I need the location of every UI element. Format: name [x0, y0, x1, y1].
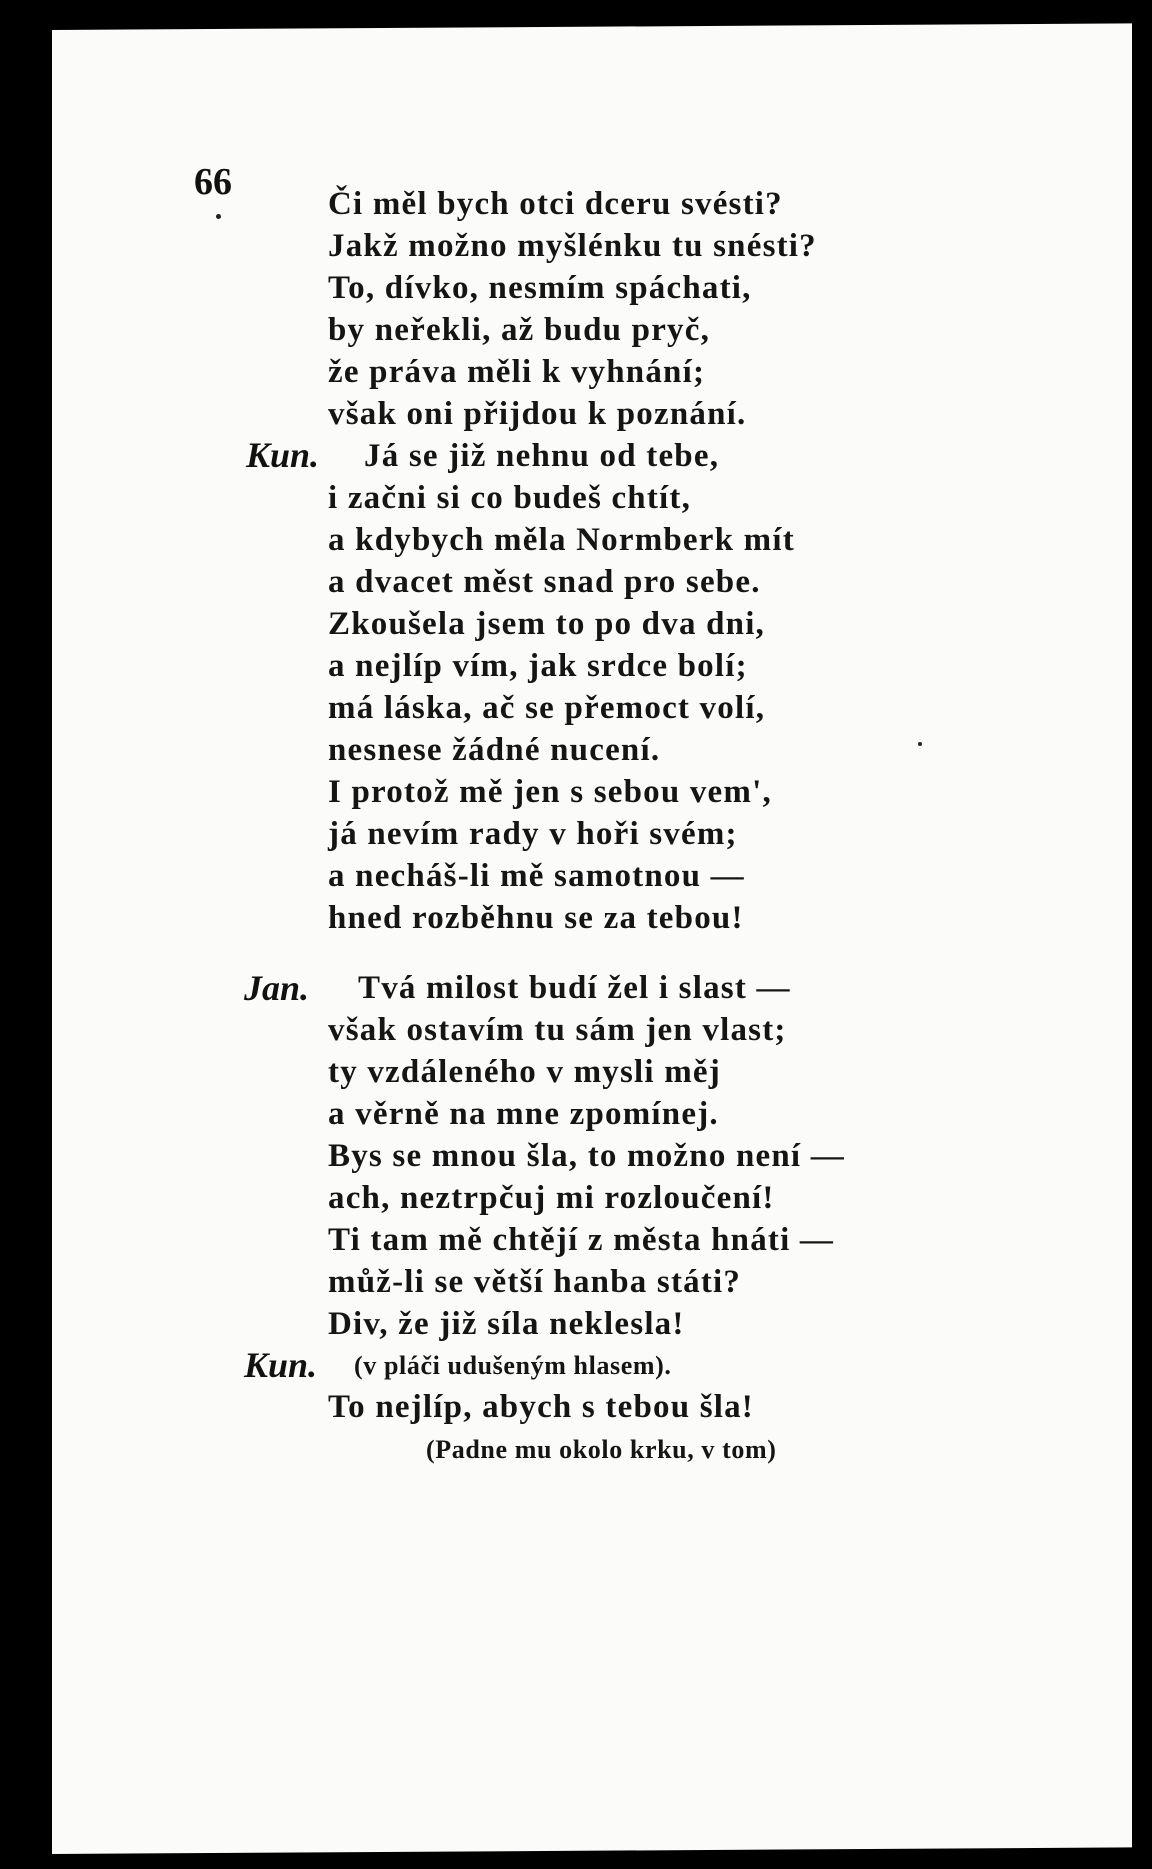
verse-line: hned rozběhnu se za tebou!	[328, 900, 744, 936]
verse-line: a necháš-li mě samotnou —	[328, 858, 745, 894]
speaker-name: Jan.	[244, 968, 310, 1008]
verse-line: I protož mě jen s sebou vem',	[328, 774, 772, 810]
verse-line: však oni přijdou k poznání.	[328, 396, 747, 432]
stage-direction: (v pláči udušeným hlasem).	[354, 1351, 672, 1380]
verse-line: Ti tam mě chtějí z města hnáti —	[328, 1222, 835, 1258]
verse-line: já nevím rady v hoři svém;	[328, 816, 738, 852]
verse-line: Tvá milost budí žel i slast —	[358, 970, 791, 1006]
verse-line: Div, že již síla neklesla!	[328, 1306, 685, 1342]
verse-line: má láska, ač se přemoct volí,	[328, 690, 766, 726]
verse-line: Či měl bych otci dceru svésti?	[328, 186, 783, 222]
verse-line: by neřekli, až budu pryč,	[328, 312, 711, 348]
verse-line: a věrně na mne zpomínej.	[328, 1096, 719, 1132]
verse-line: Jakž možno myšlénku tu snésti?	[328, 228, 817, 264]
verse-line: však ostavím tu sám jen vlast;	[328, 1012, 787, 1048]
verse-line: a nejlíp vím, jak srdce bolí;	[328, 648, 748, 684]
verse-line: Zkoušela jsem to po dva dni,	[328, 606, 766, 642]
verse-line: a kdybych měla Normberk mít	[328, 522, 795, 558]
verse-line: a dvacet měst snad pro sebe.	[328, 564, 761, 600]
page-number: 66	[194, 161, 232, 203]
speaker-name: Kun.	[246, 435, 320, 475]
verse-line: Já se již nehnu od tebe,	[364, 438, 720, 474]
verse-line: Bys se mnou šla, to možno není —	[328, 1138, 845, 1174]
verse-line: To, dívko, nesmím spáchati,	[328, 270, 752, 306]
scan-speck	[216, 214, 221, 219]
verse-line: i začni si co budeš chtít,	[328, 480, 692, 516]
verse-line: nesnese žádné nucení.	[328, 732, 661, 768]
verse-line: můž-li se větší hanba státi?	[328, 1264, 742, 1300]
verse-line: ty vzdáleného v mysli měj	[328, 1054, 721, 1090]
stage-direction: (Padne mu okolo krku, v tom)	[426, 1435, 777, 1464]
speaker-name: Kun.	[244, 1345, 318, 1385]
verse-line: že práva měli k vyhnání;	[328, 354, 706, 390]
verse-line: To nejlíp, abych s tebou šla!	[328, 1389, 754, 1425]
verse-line: ach, neztrpčuj mi rozloučení!	[328, 1180, 775, 1216]
scan-speck	[918, 742, 922, 746]
